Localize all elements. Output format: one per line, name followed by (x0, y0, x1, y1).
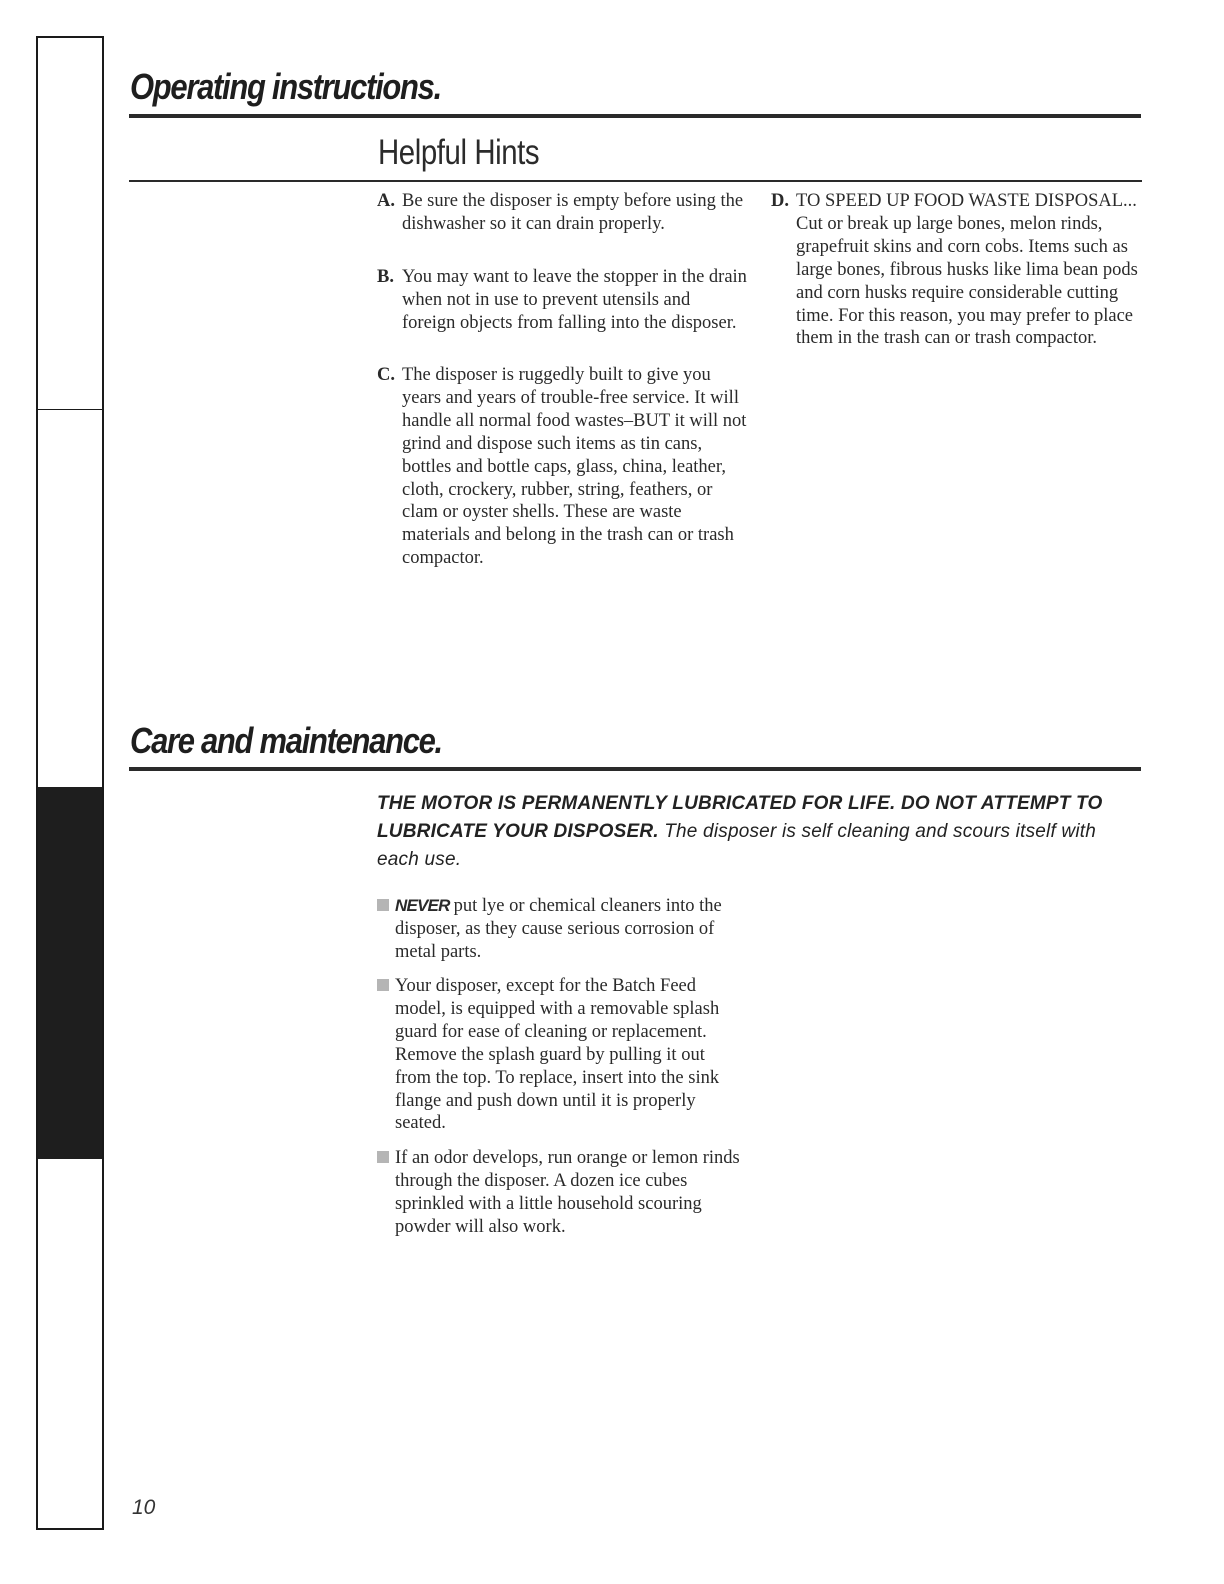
square-bullet-icon (377, 1151, 389, 1163)
section-tab-safety (38, 38, 102, 410)
hint-letter: D. (771, 191, 789, 211)
page-number: 10 (132, 1496, 156, 1519)
helpful-hints-subtitle: Helpful Hints (378, 133, 540, 172)
bullet-text: Your disposer, except for the Batch Feed model, is equipped with a removable splash guard for ease of cleaning or replacement. Remove the splash guard by pulling it out from the top. To replace, insert into the sink flange and push down until it is properly seated. (395, 976, 720, 1134)
care-intro-warning: THE MOTOR IS PERMANENTLY LUBRICATED FOR LIFE. DO NOT ATTEMPT TO LUBRICATE YOUR DISPOSER. (377, 793, 1103, 842)
care-bullet-item (377, 895, 745, 964)
hint-item (377, 190, 747, 236)
square-bullet-icon (377, 899, 389, 911)
section-tab-care-active (38, 787, 102, 1159)
hint-letter: B. (377, 267, 394, 287)
hint-item (771, 190, 1141, 350)
care-bullet-item (377, 975, 745, 1135)
care-intro (377, 790, 1137, 874)
section-tab-rail (36, 36, 104, 1530)
care-intro-text: The disposer is self cleaning and scours itself with each use. (377, 821, 1097, 870)
hint-item (377, 266, 747, 335)
operating-title-rule (129, 114, 1141, 118)
hint-text: You may want to leave the stopper in the drain when not in use to prevent utensils and foreign objects from falling into the disposer. (402, 267, 747, 333)
section-tab-troubleshooting (38, 1159, 102, 1528)
care-title-rule (129, 767, 1141, 771)
section-tab-operating (38, 410, 102, 787)
bullet-text: put lye or chemical cleaners into the disposer, as they cause serious corrosion of metal parts. (395, 896, 722, 962)
care-section-title: Care and maintenance. (130, 720, 442, 761)
square-bullet-icon (377, 979, 389, 991)
care-bullet-item (377, 1147, 745, 1239)
hint-text: Be sure the disposer is empty before using the dishwasher so it can drain properly. (402, 191, 744, 234)
hint-item (377, 364, 747, 570)
hint-letter: A. (377, 191, 395, 211)
hint-text: TO SPEED UP FOOD WASTE DISPOSAL... Cut or break up large bones, melon rinds, grapefruit skins and corn cobs. Items such as large bones, fibrous husks like lima bean pods and corn husks require considerable cutting time. For this reason, you may prefer to place them in the trash can or trash compactor. (796, 191, 1138, 349)
bullet-lead: NEVER (395, 896, 450, 915)
hint-text: The disposer is ruggedly built to give you years and years of trouble-free service. It will handle all normal food wastes–BUT it will not grind and dispose such items as tin cans, bottles and bottle caps, glass, china, leather, cloth, crockery, rubber, string, feathers, or clam or oyster shells. These are waste materials and belong in the trash can or trash compactor. (402, 365, 747, 569)
operating-section-title: Operating instructions. (130, 66, 441, 107)
bullet-text: If an odor develops, run orange or lemon rinds through the disposer. A dozen ice cubes sprinkled with a little household scouring powder will also work. (395, 1148, 740, 1237)
hint-letter: C. (377, 365, 395, 385)
subtitle-rule (129, 180, 1142, 182)
